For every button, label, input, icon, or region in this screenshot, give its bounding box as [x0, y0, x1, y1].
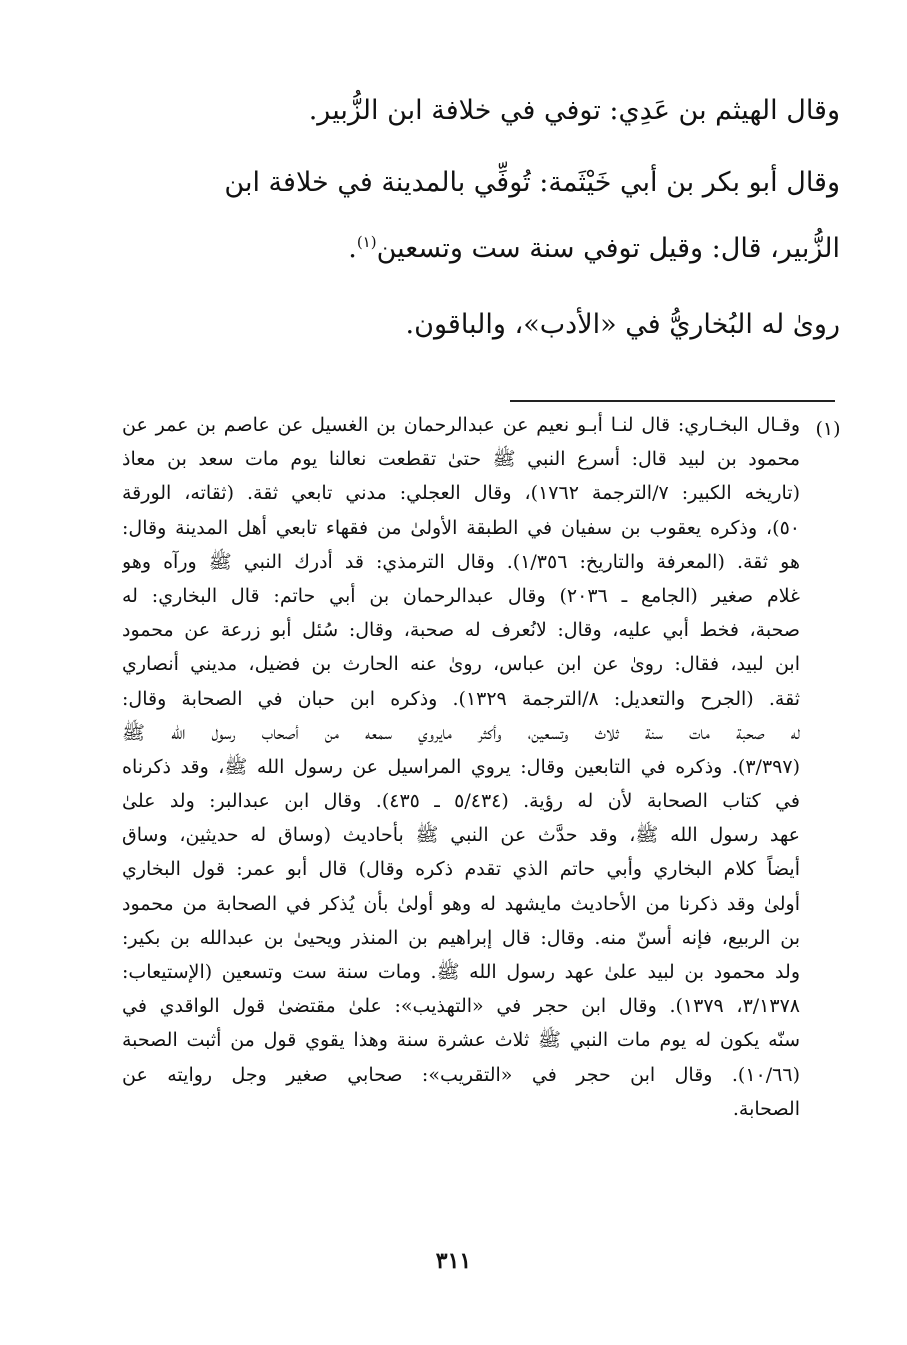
main-text-line-4: روىٰ له البُخاريُّ في «الأدب»، والباقون. [405, 309, 840, 340]
footnote-section [122, 408, 850, 1126]
footnote-line: غلام صغير (الجامع ـ ٢٠٣٦) وقال عبدالرحمان بن أبي حاتم: قال البخاري: له [122, 584, 800, 607]
footnote-line: محمود بن لبيد قال: أسرع النبي ﷺ حتىٰ تقطعت نعالنا يوم مات سعد بن معاذ [122, 448, 800, 471]
footnote-line: ابن لبيد، فقال: روىٰ عن ابن عباس، روىٰ عنه الحارث بن فضيل، مديني أنصاري [122, 653, 800, 676]
main-text-line-1: وقال الهيثم بن عَدِي: توفي في خلافة ابن الزُّبير. [308, 95, 840, 126]
footnote-line: سنّه يكون له يوم مات النبي ﷺ ثلاث عشرة سنة وهذا يقوي قول من أثبت الصحبة [122, 1029, 800, 1052]
footnote-line: في كتاب الصحابة لأن له رؤية. (٥/٤٣٤ ـ ٤٣٥). وقال ابن عبدالبر: ولد علىٰ [122, 790, 800, 813]
footnote-line: ٥٠)، وذكره يعقوب بن سفيان في الطبقة الأولىٰ من فقهاء تابعي أهل المدينة وقال: [122, 516, 800, 539]
main-text-line-3-body: الزُّبير، قال: وقيل توفي سنة ست وتسعين [376, 233, 840, 264]
footnote-line: (تاريخه الكبير: ٧/الترجمة ١٧٦٢)، وقال العجلي: مدني تابعي ثقة. (ثقاته، الورقة [122, 482, 800, 505]
footnote-line: (٣/٣٩٧). وذكره في التابعين وقال: يروي المراسيل عن رسول الله ﷺ، وقد ذكرناه [122, 755, 800, 778]
footnote-line: ثقة. (الجرح والتعديل: ٨/الترجمة ١٣٢٩). وذكره ابن حبان في الصحابة وقال: [122, 687, 800, 710]
main-text [80, 78, 840, 358]
footnote-line: له صحبة مات سنة ثلاث وتسعين، وأكثر مايروي سمعه من أصحاب رسول الله ﷺ [122, 721, 800, 744]
footnote-line: ولد محمود بن لبيد علىٰ عهد رسول الله ﷺ. ومات سنة ست وتسعين (الإستيعاب: [122, 961, 800, 983]
footnote-line: عهد رسول الله ﷺ، وقد حدَّث عن النبي ﷺ بأحاديث (وساق له حديثين، وساق [122, 824, 800, 847]
footnote-line: هو ثقة. (المعرفة والتاريخ: ١/٣٥٦). وقال الترمذي: قد أدرك النبي ﷺ ورآه وهو [122, 550, 800, 573]
footnote-divider [510, 400, 835, 402]
footnote-reference[interactable]: (١) [356, 233, 377, 251]
main-text-line-3-period: . [348, 233, 357, 264]
footnote-line: أولىٰ وقد ذكرنا من الأحاديث مايشهد له وهو أولىٰ بأن يُذكر في الصحابة من محمود [122, 892, 800, 915]
footnote-line: الصحابة. [732, 1097, 800, 1120]
footnote-line: وقـال البخـاري: قال لنـا أبـو نعيم عن عبدالرحمان بن الغسيل عن عاصم بن عمر عن [122, 414, 800, 436]
footnote-line: (١٠/٦٦). وقال ابن حجر في «التقريب»: صحابي صغير وجل روايته عن [122, 1063, 800, 1086]
footnote-line: أيضاً كلام البخاري وأبي حاتم الذي تقدم ذكره وقال) قال أبو عمر: قول البخاري [122, 858, 800, 881]
main-text-line-3 [80, 216, 840, 282]
footnote-body [122, 408, 800, 1126]
page-number: ٣١١ [435, 1248, 472, 1274]
main-text-line-2: وقال أبو بكر بن أبي خَيْثَمة: تُوفِّي بالمدينة في خلافة ابن [224, 167, 840, 198]
footnote-line: ٣/١٣٧٨، ١٣٧٩). وقال ابن حجر في «التهذيب»: علىٰ مقتضىٰ قول الواقدي في [122, 995, 800, 1018]
footnote-marker: (١) [815, 418, 841, 440]
footnote-line: بن الربيع، فإنه أسنّ منه. وقال: قال إبراهيم بن المنذر ويحيىٰ بن عبدالله بن بكير: [122, 926, 800, 949]
footnote-line: صحبة، فخط أبي عليه، وقال: لانُعرف له صحبة، وقال: سُئل أبو زرعة عن محمود [122, 619, 800, 642]
